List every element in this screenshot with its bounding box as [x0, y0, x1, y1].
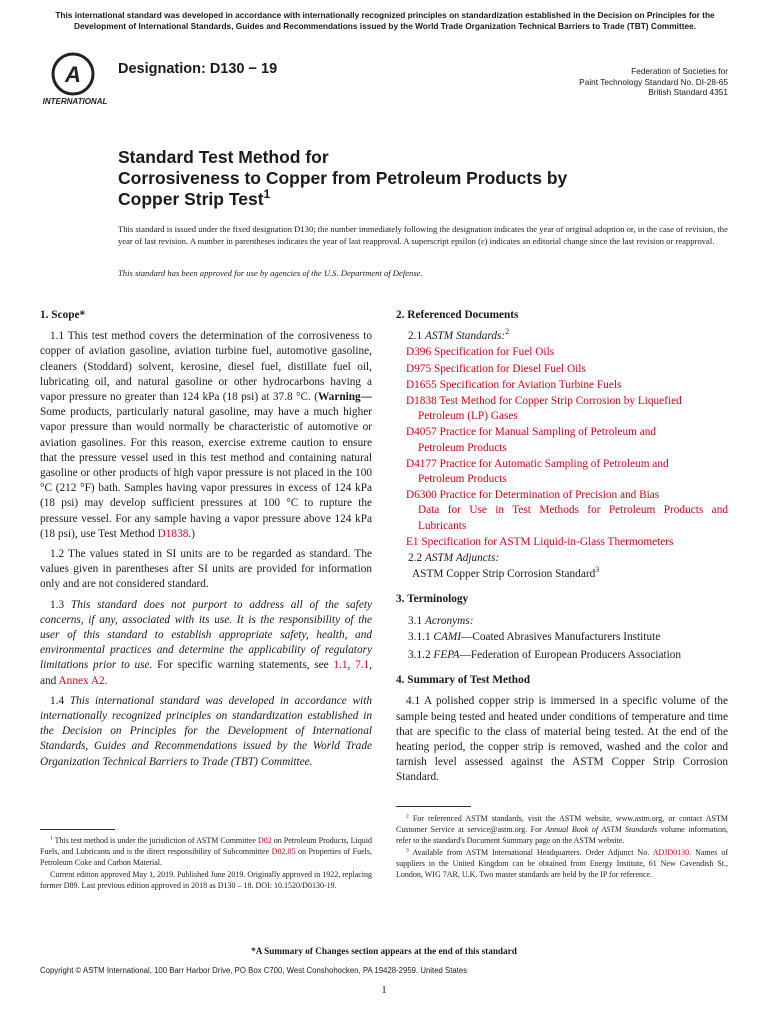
subsection-astm-adjuncts: 2.2 ASTM Adjuncts:: [408, 552, 500, 565]
subsection-astm-standards: 2.1 ASTM Standards:$^2$: [408, 327, 510, 343]
reference-title-link[interactable]: Specification for Aviation Turbine Fuels: [439, 378, 622, 391]
page-number: 1: [381, 984, 387, 996]
reference-item: [406, 362, 728, 377]
reference-item: [406, 345, 728, 360]
reference-item: [406, 378, 728, 393]
tbt-notice: This international standard was developed in accordance with internationally recognized principles on standardization established in the Decision on Principles for the Development of International Standards, Guides and Recommendations issued by the World Trade Organization Technical Barriers to Trade (TBT) Committee.: [55, 10, 715, 31]
reference-item: [406, 457, 728, 487]
reference-title-link[interactable]: Test Method for Copper Strip Corrosion by Liquefied: [439, 395, 682, 408]
link-1-1[interactable]: 1.1: [333, 659, 348, 672]
svg-text:INTERNATIONAL: INTERNATIONAL: [42, 97, 108, 106]
link-d1838[interactable]: D1838: [157, 527, 189, 540]
copyright-line: Copyright © ASTM International, 100 Barr Harbor Drive, PO Box C700, West Conshohocken, PA 19428-2959. United States: [40, 966, 468, 975]
link-d02-05[interactable]: D02.05: [271, 846, 296, 856]
section-heading-summary: 4. Summary of Test Method: [396, 674, 530, 687]
reference-code-link[interactable]: D1838: [406, 395, 437, 408]
reference-title-link[interactable]: Specification for Diesel Fuel Oils: [433, 362, 586, 375]
link-annex-a2[interactable]: Annex A2: [58, 674, 105, 687]
reference-title-link[interactable]: Specification for Fuel Oils: [433, 346, 555, 359]
reference-item: [406, 425, 728, 455]
referenced-documents-list: [396, 345, 728, 550]
reference-code-link[interactable]: D6300: [406, 489, 437, 502]
subsection-acronyms: 3.1 Acronyms:: [408, 614, 474, 627]
fed-line: Federation of Societies for: [631, 66, 728, 76]
footnotes-right: [396, 814, 728, 883]
reference-code-link[interactable]: D396: [406, 346, 432, 359]
footnote-divider: [40, 829, 115, 830]
reference-title-continuation[interactable]: Petroleum Products: [418, 441, 507, 454]
reference-code-link[interactable]: D975: [406, 362, 432, 375]
left-column: [40, 308, 372, 775]
reference-title-link[interactable]: Practice for Manual Sampling of Petroleum and: [439, 426, 657, 439]
term-fepa: 3.1.2 FEPA—Federation of European Producers Association: [408, 649, 682, 662]
title-line: Standard Test Method for: [118, 147, 329, 167]
reference-title-link[interactable]: Practice for Automatic Sampling of Petroleum and: [439, 457, 669, 470]
link-adjd0130[interactable]: ADJD0130: [652, 848, 690, 858]
reference-title-continuation[interactable]: Data for Use in Test Methods for Petroleum Products and Lubricants: [418, 504, 728, 532]
equivalent-standards: [488, 66, 728, 98]
footnote-1-edition: Current edition approved May 1, 2019. Published June 2019. Originally approved in 1922, replacing former D89. Last previous edition approved in 2018 as D130 – 18. DOI: 10.1520/D0130-19.: [40, 870, 372, 891]
adjunct-item: ASTM Copper Strip Corrosion Standard$^3$: [412, 565, 600, 581]
reference-title-continuation[interactable]: Petroleum Products: [418, 473, 507, 486]
designation: Designation: D130 − 19: [118, 61, 278, 77]
issuance-note: This standard is issued under the fixed designation D130; the number immediately following the designation indicates the year of original adoption or, in the case of revision, the year of last revision. A number in parentheses indicates the year of last reapproval. A superscript epsilon (ε) indicates an editorial change since the last revision or reapproval.: [118, 224, 728, 246]
section-heading-terminology: 3. Terminology: [396, 593, 469, 606]
footnote-1: $^1$ This test method is under the jurisdiction of ASTM Committee D02 on Petroleum Products, Liquid Fuels, and Lubricants and is the direct responsibility of Subcommittee D02.05 on Properties of Fuels, Petroleum Coke and Carbon Material.: [40, 835, 373, 867]
paragraph-1-1: 1.1 This test method covers the determination of the corrosiveness to copper of aviation gasoline, aviation turbine fuel, automotive gasoline, cleaners (Stoddard) solvent, kerosine, diesel fuel, distillate fuel oil, lubricating oil, and natural gasoline or other hydrocarbons having a vapor pressure no greater than 124 kPa (18 psi) at 37.8 °C. (Warning—Some products, particularly natural gasoline, may have a much higher vapor pressure than would normally be characteristic of automotive or aviation gasolines. For this reason, exercise extreme caution to ensure that the pressure vessel used in this test method and containing natural gasoline or other products of high vapor pressure is not placed in the 100 °C (212 °F) bath. Samples having vapor pressures in excess of 124 kPa (18 psi) may develop sufficient pressures at 100 °C to rupture the pressure vessel. For any sample having a vapor pressure above 124 kPa (18 psi), use Test Method D1838.): [40, 330, 372, 540]
link-d02[interactable]: D02: [257, 836, 272, 845]
footnote-divider: [396, 806, 471, 807]
reference-title-continuation[interactable]: Petroleum (LP) Gases: [418, 410, 518, 423]
footnotes-left: [40, 836, 372, 894]
reference-code-link[interactable]: D1655: [406, 378, 437, 391]
footnote-2: $^2$ For referenced ASTM standards, visit the ASTM website, www.astm.org, or contact ASTM Customer Service at service@astm.org. For Annual Book of ASTM Standards volume information, refer to the standard's Document Summary page on the ASTM website.: [396, 813, 729, 845]
paragraph-4-1: 4.1 A polished copper strip is immersed in a specific volume of the sample being tested and heated under conditions of temperature and time that are specific to the class of material being tested. At the end of the heating period, the copper strip is removed, washed and the color and tarnish level assessed against the ASTM Copper Strip Corrosion Standard.: [396, 695, 728, 784]
title-line: Corrosiveness to Copper from Petroleum Products by: [118, 168, 568, 188]
link-7-1[interactable]: 7.1: [355, 659, 370, 672]
reference-title-link[interactable]: Specification for ASTM Liquid-in-Glass Thermometers: [421, 535, 674, 548]
fed-line: Paint Technology Standard No. DI-28-65: [579, 76, 728, 87]
reference-item: [406, 488, 728, 534]
section-heading-scope: 1. Scope*: [40, 309, 86, 321]
footnote-3: $^3$ Available from ASTM International Headquarters. Order Adjunct No. ADJD0130. Names of suppliers in the United Kingdom can be obtained from Energy Institute, 61 New Cavendish St., London, WIG 7AR, U.K. Two master standards are held by the IP for reference.: [396, 847, 728, 879]
paragraph-1-2: 1.2 The values stated in SI units are to be regarded as standard. The values given in parentheses after SI units are provided for information only and are not considered standard.: [40, 548, 372, 591]
reference-title-link[interactable]: Practice for Determination of Precision and Bias: [439, 489, 660, 502]
reference-code-link[interactable]: D4177: [406, 457, 437, 470]
astm-logo: [40, 50, 110, 110]
reference-code-link[interactable]: D4057: [406, 426, 437, 439]
svg-text:A: A: [65, 62, 81, 87]
dod-approval-note: This standard has been approved for use by agencies of the U.S. Department of Defense.: [118, 268, 423, 278]
reference-item: [406, 535, 728, 550]
footnote-marker: 1: [263, 187, 271, 202]
reference-item: [406, 394, 728, 424]
term-cami: 3.1.1 CAMI—Coated Abrasives Manufacturers Institute: [408, 630, 661, 643]
document-title: [118, 147, 567, 210]
summary-of-changes-note: *A Summary of Changes section appears at the end of this standard: [251, 946, 517, 956]
title-line: Copper Strip Test$^1$: [118, 187, 271, 209]
reference-code-link[interactable]: E1: [406, 535, 419, 548]
fed-line: British Standard 4351: [648, 87, 728, 98]
right-column: [396, 308, 728, 791]
paragraph-1-3: 1.3 This standard does not purport to address all of the safety concerns, if any, associated with its use. It is the responsibility of the user of this standard to establish appropriate safety, health, and environmental practices and determine the applicability of regulatory limitations prior to use. For specific warning statements, see 1.1, 7.1, and Annex A2.: [40, 598, 373, 687]
paragraph-1-4: 1.4 This international standard was developed in accordance with internationally recognized principles on standardization established in the Decision on Principles for the Development of International Standards, Guides and Recommendations issued by the World Trade Organization Technical Barriers to Trade (TBT) Committee.: [40, 694, 372, 768]
section-heading-referenced-documents: 2. Referenced Documents: [396, 309, 519, 321]
